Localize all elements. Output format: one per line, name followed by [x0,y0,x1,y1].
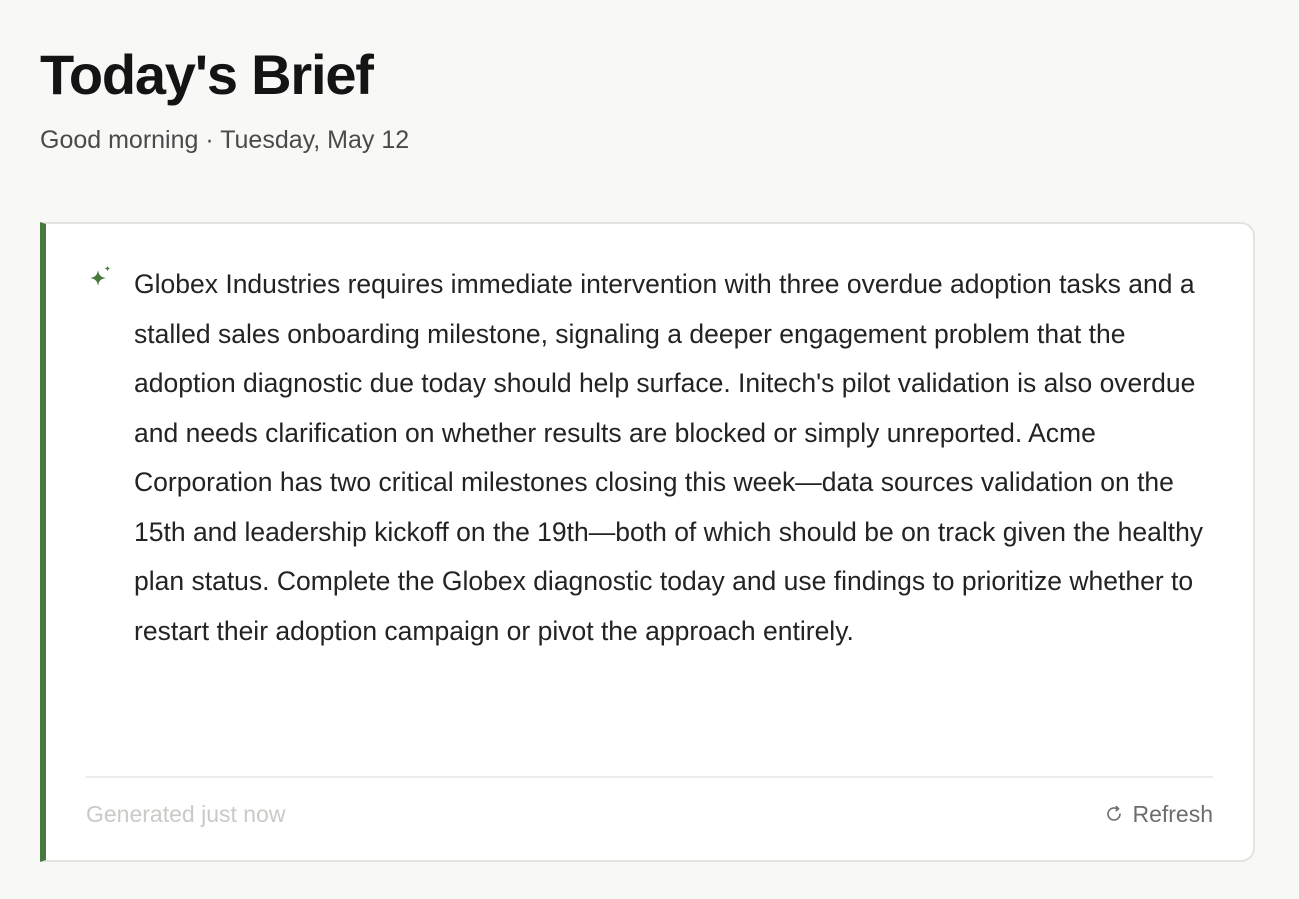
refresh-icon [1104,804,1124,824]
refresh-label: Refresh [1132,800,1213,827]
brief-card [40,222,1255,862]
brief-body [86,260,1213,656]
sparkle-icon [86,264,114,292]
generated-status: Generated just now [86,800,286,827]
brief-divider [86,776,1213,778]
page-subtitle: Good morning · Tuesday, May 12 [40,126,410,154]
page-title: Today's Brief [40,43,373,106]
brief-summary-text: Globex Industries requires immediate intervention with three overdue adoption tasks and a stalled sales onboarding milestone, signaling a deeper engagement problem that the adoption diagnostic due today should help surface. Initech's pilot validation is also overdue and needs clarification on whether results are blocked or simply unreported. Acme Corporation has two critical milestones closing this week—data sources validation on the 15th and leadership kickoff on the 19th—both of which should be on track given the healthy plan status. Complete the Globex diagnostic today and use findings to prioritize whether to restart their adoption campaign or pivot the approach entirely. [134,269,1204,646]
brief-footer [86,798,1213,830]
refresh-button[interactable] [1104,801,1213,828]
